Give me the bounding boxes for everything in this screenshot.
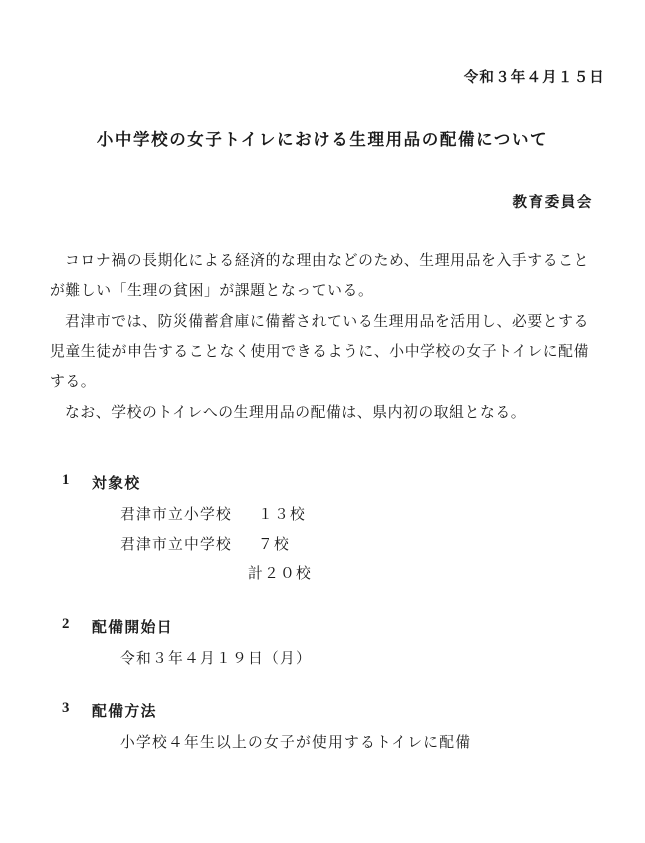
list-item bbox=[120, 501, 617, 531]
section-method bbox=[62, 700, 617, 759]
document-body bbox=[28, 246, 617, 428]
body-paragraph: 君津市では、防災備蓄倉庫に備蓄されている生理用品を活用し、必要とする児童生徒が申告することなく使用できるように、小中学校の女子トイレに配備する。 bbox=[50, 313, 589, 391]
document-issuer: 教育委員会 bbox=[512, 195, 593, 211]
list-item: 小学校４年生以上の女子が使用するトイレに配備 bbox=[120, 735, 472, 752]
document-page bbox=[0, 66, 645, 843]
section-heading bbox=[62, 700, 617, 721]
section-number: 3 bbox=[62, 700, 71, 717]
section-heading-label: 対象校 bbox=[92, 475, 141, 492]
list-item-label: 君津市立小学校 bbox=[120, 506, 232, 523]
section-target-schools bbox=[62, 472, 617, 590]
section-start-date bbox=[62, 616, 617, 675]
section-number: 2 bbox=[62, 615, 71, 632]
section-number: 1 bbox=[62, 471, 71, 488]
section-heading bbox=[62, 472, 617, 493]
list-item: 令和３年４月１９日（月） bbox=[120, 650, 312, 667]
section-heading-label: 配備開始日 bbox=[92, 619, 173, 636]
section-content bbox=[62, 501, 617, 590]
list-total: 計２０校 bbox=[248, 566, 312, 583]
body-paragraph: なお、学校のトイレへの生理用品の配備は、県内初の取組となる。 bbox=[65, 404, 527, 421]
list-item-label: 君津市立中学校 bbox=[120, 536, 232, 553]
section-content bbox=[62, 729, 617, 759]
section-heading-label: 配備方法 bbox=[92, 704, 157, 721]
page-title: 小中学校の女子トイレにおける生理用品の配備について bbox=[96, 130, 549, 149]
section-content bbox=[62, 645, 617, 675]
body-paragraph: コロナ禍の長期化による経済的な理由などのため、生理用品を入手することが難しい「生理の貧困」が課題となっている。 bbox=[50, 253, 589, 300]
section-heading bbox=[62, 616, 617, 637]
list-item-value: １３校 bbox=[258, 506, 306, 523]
list-item bbox=[120, 531, 617, 561]
document-sections bbox=[28, 472, 617, 759]
document-date: 令和３年４月１５日 bbox=[463, 70, 605, 86]
list-item-value: ７校 bbox=[258, 536, 290, 553]
